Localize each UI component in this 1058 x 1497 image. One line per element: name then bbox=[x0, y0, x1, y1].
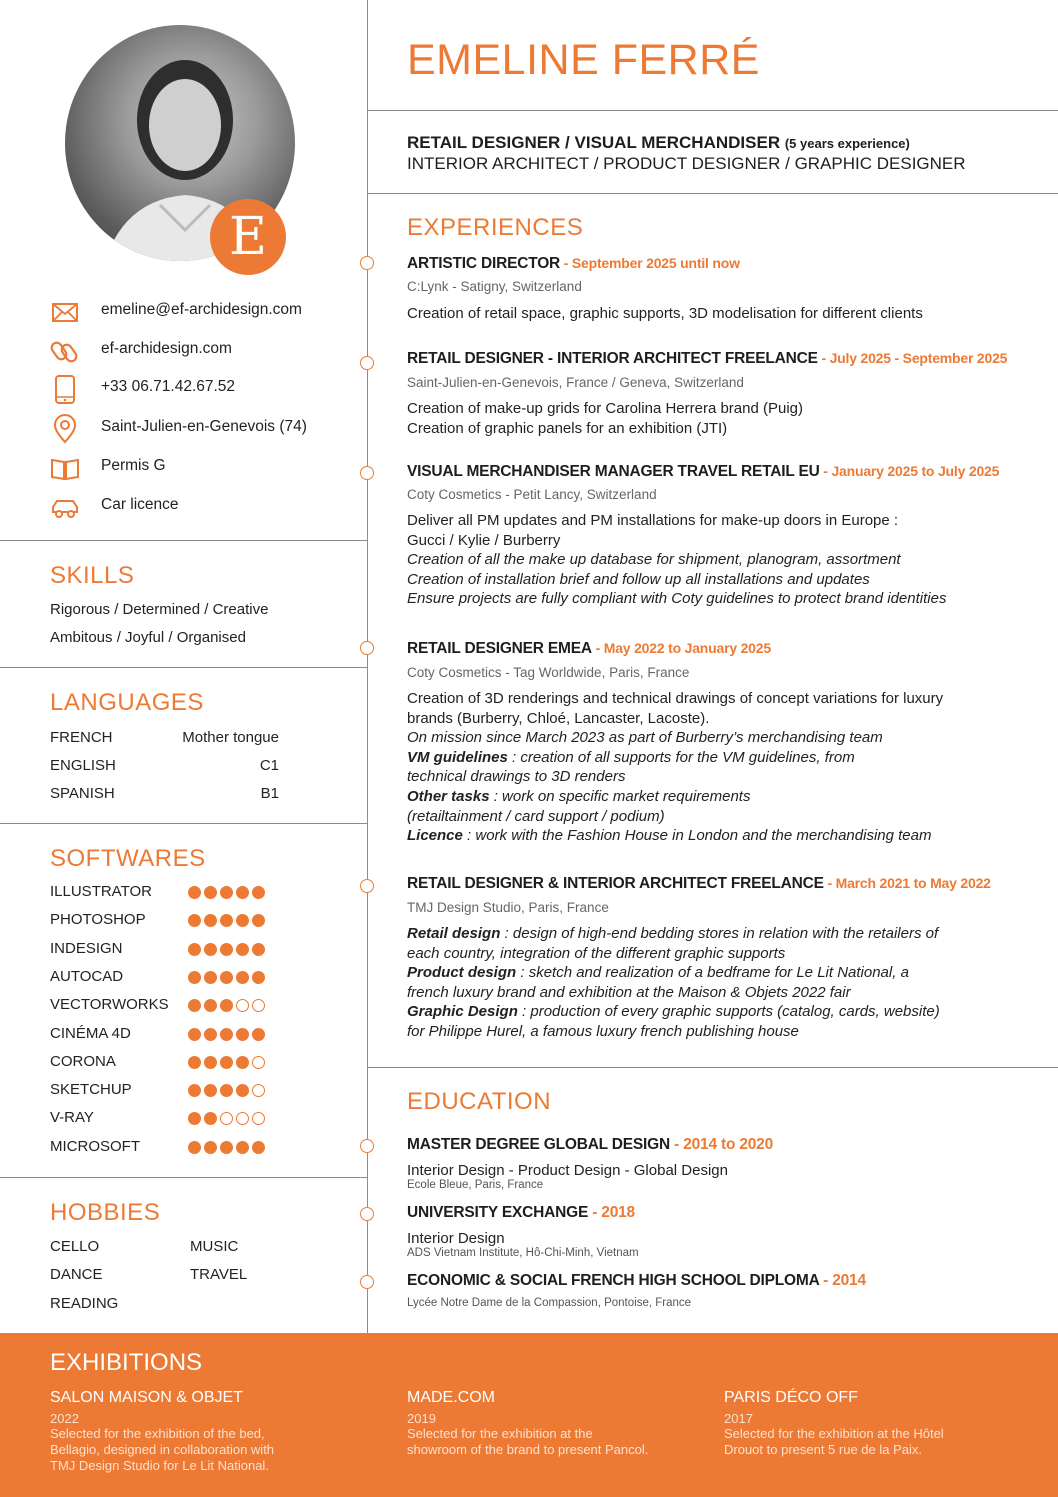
car-text: Car licence bbox=[101, 496, 179, 513]
hobbies-title: HOBBIES bbox=[50, 1199, 161, 1226]
rating-dot bbox=[252, 1056, 265, 1069]
rating-dot bbox=[188, 943, 201, 956]
rating-dot bbox=[236, 971, 249, 984]
job-title: RETAIL DESIGNER & INTERIOR ARCHITECT FREELANCE - March 2021 to May 2022 bbox=[407, 875, 991, 892]
school-name: Ecole Bleue, Paris, France bbox=[407, 1179, 544, 1191]
mail-icon bbox=[50, 297, 80, 327]
rating-dot bbox=[252, 971, 265, 984]
main-title: RETAIL DESIGNER / VISUAL MERCHANDISER (5 years experience) bbox=[407, 133, 910, 152]
rating-dot bbox=[220, 999, 233, 1012]
software-name: SKETCHUP bbox=[50, 1081, 132, 1099]
rating-dot bbox=[188, 886, 201, 899]
language-name: ENGLISH bbox=[50, 757, 116, 774]
job-location: Coty Cosmetics - Tag Worldwide, Paris, France bbox=[407, 665, 690, 680]
software-rating bbox=[188, 914, 265, 927]
rating-dot bbox=[220, 1112, 233, 1125]
exhibition-item: MADE.COM 2019 Selected for the exhibition at the showroom of the brand to present Pancol. bbox=[407, 1389, 649, 1457]
language-level: Mother tongue bbox=[182, 729, 279, 746]
rating-dot bbox=[220, 943, 233, 956]
language-name: FRENCH bbox=[50, 729, 113, 746]
software-rating bbox=[188, 1084, 265, 1097]
exhibition-item: PARIS DÉCO OFF 2017 Selected for the exhibition at the Hôtel Drouot to present 5 rue de la Paix. bbox=[724, 1389, 944, 1457]
software-rating bbox=[188, 1112, 265, 1125]
exhibition-item: SALON MAISON & OBJET 2022 Selected for the exhibition of the bed, Bellagio, designed in collaboration with TMJ Design Studio for Le Lit National. bbox=[50, 1389, 275, 1473]
job-location: Coty Cosmetics - Petit Lancy, Switzerland bbox=[407, 487, 657, 502]
language-level: C1 bbox=[259, 757, 279, 774]
skills-line: Ambitous / Joyful / Organised bbox=[50, 629, 246, 646]
software-rating bbox=[188, 943, 265, 956]
rating-dot bbox=[204, 999, 217, 1012]
address-text: Saint-Julien-en-Genevois (74) bbox=[101, 418, 307, 435]
hobby-item: READING bbox=[50, 1295, 119, 1312]
rating-dot bbox=[236, 1028, 249, 1041]
divider bbox=[0, 540, 367, 541]
link-icon bbox=[50, 336, 80, 366]
experiences-title: EXPERIENCES bbox=[407, 214, 584, 241]
rating-dot bbox=[188, 999, 201, 1012]
job-location: Saint-Julien-en-Genevois, France / Geneva, Switzerland bbox=[407, 375, 744, 390]
rating-dot bbox=[252, 886, 265, 899]
language-name: SPANISH bbox=[50, 785, 115, 802]
book-icon bbox=[50, 453, 80, 483]
email-text[interactable]: emeline@ef-archidesign.com bbox=[101, 301, 302, 318]
job-title: RETAIL DESIGNER EMEA - May 2022 to January 2025 bbox=[407, 640, 771, 657]
permis-text: Permis G bbox=[101, 457, 166, 474]
software-name: MICROSOFT bbox=[50, 1137, 140, 1155]
job-title: ARTISTIC DIRECTOR - September 2025 until now bbox=[407, 255, 740, 272]
sub-title: INTERIOR ARCHITECT / PRODUCT DESIGNER / GRAPHIC DESIGNER bbox=[407, 154, 966, 173]
rating-dot bbox=[188, 914, 201, 927]
divider bbox=[367, 1067, 1058, 1068]
rating-dot bbox=[204, 943, 217, 956]
software-name: CINÉMA 4D bbox=[50, 1024, 131, 1042]
rating-dot bbox=[236, 1084, 249, 1097]
rating-dot bbox=[236, 1112, 249, 1125]
rating-dot bbox=[188, 1112, 201, 1125]
software-name: VECTORWORKS bbox=[50, 996, 169, 1014]
degree-title: MASTER DEGREE GLOBAL DESIGN - 2014 to 2020 bbox=[407, 1136, 773, 1153]
timeline-marker bbox=[360, 1207, 374, 1221]
rating-dot bbox=[204, 1112, 217, 1125]
software-rating bbox=[188, 1056, 265, 1069]
rating-dot bbox=[236, 1056, 249, 1069]
website-text[interactable]: ef-archidesign.com bbox=[101, 340, 232, 357]
software-name: V-RAY bbox=[50, 1109, 94, 1127]
rating-dot bbox=[220, 1056, 233, 1069]
rating-dot bbox=[236, 999, 249, 1012]
education-title: EDUCATION bbox=[407, 1088, 552, 1115]
software-rating bbox=[188, 886, 265, 899]
software-rating bbox=[188, 971, 265, 984]
rating-dot bbox=[236, 914, 249, 927]
rating-dot bbox=[236, 1141, 249, 1154]
degree-field: Interior Design bbox=[407, 1230, 505, 1247]
skills-title: SKILLS bbox=[50, 562, 135, 589]
rating-dot bbox=[204, 971, 217, 984]
skills-line: Rigorous / Determined / Creative bbox=[50, 601, 269, 618]
location-icon bbox=[50, 414, 80, 444]
rating-dot bbox=[252, 1028, 265, 1041]
rating-dot bbox=[220, 1028, 233, 1041]
softwares-title: SOFTWARES bbox=[50, 845, 206, 872]
timeline-marker bbox=[360, 1139, 374, 1153]
divider bbox=[0, 667, 367, 668]
hobby-item: CELLO bbox=[50, 1238, 100, 1255]
rating-dot bbox=[204, 1056, 217, 1069]
job-title: VISUAL MERCHANDISER MANAGER TRAVEL RETAIL EU - January 2025 to July 2025 bbox=[407, 463, 1000, 480]
rating-dot bbox=[220, 914, 233, 927]
car-icon bbox=[50, 492, 80, 522]
rating-dot bbox=[220, 971, 233, 984]
divider bbox=[0, 823, 367, 824]
rating-dot bbox=[252, 914, 265, 927]
rating-dot bbox=[204, 886, 217, 899]
rating-dot bbox=[188, 1084, 201, 1097]
job-location: C:Lynk - Satigny, Switzerland bbox=[407, 279, 582, 294]
degree-field: Interior Design - Product Design - Global Design bbox=[407, 1162, 728, 1179]
divider bbox=[0, 1177, 367, 1178]
job-description: Retail design : design of high-end bedding stores in relation with the retailers of each country, integration of the different graphic supports Product design : sketch and realization of a bedframe for Le Lit National, a french luxury brand and exhibition at the Maison & Objets 2022 fair Graphic Design : production of every graphic supports (catalog, cards, website) for Philippe Hurel, a famous luxury french publishing house bbox=[407, 925, 940, 1040]
rating-dot bbox=[252, 943, 265, 956]
degree-title: ECONOMIC & SOCIAL FRENCH HIGH SCHOOL DIPLOMA - 2014 bbox=[407, 1272, 866, 1289]
hobby-item: TRAVEL bbox=[190, 1266, 248, 1283]
software-name: CORONA bbox=[50, 1052, 116, 1070]
rating-dot bbox=[220, 886, 233, 899]
exhibitions-footer bbox=[0, 1333, 1058, 1497]
hobby-item: MUSIC bbox=[190, 1238, 239, 1255]
person-name: EMELINE FERRÉ bbox=[407, 36, 760, 84]
timeline-marker bbox=[360, 879, 374, 893]
rating-dot bbox=[204, 1141, 217, 1154]
rating-dot bbox=[188, 1028, 201, 1041]
software-name: PHOTOSHOP bbox=[50, 911, 146, 929]
rating-dot bbox=[188, 1056, 201, 1069]
job-description: Creation of 3D renderings and technical drawings of concept variations for luxury brands (Burberry, Chloé, Lancaster, Lacoste). On mission since March 2023 as part of Burberry’s merchandising team VM guidelines : creation of all supports for the VM guidelines, from technical drawings to 3D renders Other tasks : work on specific market requirements (retailtainment / card support / podium) Licence : work with the Fashion House in London and the merchandising team bbox=[407, 690, 944, 845]
experience-years: (5 years experience) bbox=[784, 136, 910, 151]
languages-title: LANGUAGES bbox=[50, 689, 204, 716]
rating-dot bbox=[188, 1141, 201, 1154]
column-divider bbox=[367, 0, 368, 1333]
rating-dot bbox=[252, 1084, 265, 1097]
rating-dot bbox=[236, 943, 249, 956]
job-description: Deliver all PM updates and PM installations for make-up doors in Europe : Gucci / Kylie / Burberry Creation of all the make up database for shipment, planogram, assortment Creation of installation brief and follow up all installations and updates Ensure projects are fully compliant with Coty guidelines to protect brand identities bbox=[407, 512, 947, 608]
phone-icon bbox=[50, 374, 80, 404]
language-level: B1 bbox=[260, 785, 279, 802]
rating-dot bbox=[236, 886, 249, 899]
divider bbox=[367, 193, 1058, 194]
job-location: TMJ Design Studio, Paris, France bbox=[407, 900, 609, 915]
rating-dot bbox=[252, 1141, 265, 1154]
school-name: ADS Vietnam Institute, Hô-Chi-Minh, Vietnam bbox=[407, 1247, 639, 1259]
rating-dot bbox=[252, 1112, 265, 1125]
rating-dot bbox=[252, 999, 265, 1012]
software-rating bbox=[188, 1141, 265, 1154]
software-name: ILLUSTRATOR bbox=[50, 883, 152, 900]
exhibitions-title: EXHIBITIONS bbox=[50, 1349, 203, 1376]
software-rating bbox=[188, 999, 265, 1012]
degree-title: UNIVERSITY EXCHANGE - 2018 bbox=[407, 1204, 635, 1221]
rating-dot bbox=[220, 1141, 233, 1154]
job-description: Creation of make-up grids for Carolina Herrera brand (Puig) Creation of graphic panels for an exhibition (JTI) bbox=[407, 400, 804, 437]
school-name: Lycée Notre Dame de la Compassion, Pontoise, France bbox=[407, 1297, 692, 1309]
software-rating bbox=[188, 1028, 265, 1041]
monogram-logo: E bbox=[210, 199, 286, 275]
divider bbox=[367, 110, 1058, 111]
software-name: AUTOCAD bbox=[50, 967, 124, 985]
timeline-marker bbox=[360, 1275, 374, 1289]
software-name: INDESIGN bbox=[50, 939, 123, 957]
rating-dot bbox=[204, 1084, 217, 1097]
job-title: RETAIL DESIGNER - INTERIOR ARCHITECT FREELANCE - July 2025 - September 2025 bbox=[407, 350, 1008, 367]
rating-dot bbox=[188, 971, 201, 984]
phone-text[interactable]: +33 06.71.42.67.52 bbox=[101, 378, 236, 395]
rating-dot bbox=[204, 914, 217, 927]
timeline-marker bbox=[360, 256, 374, 270]
timeline-marker bbox=[360, 356, 374, 370]
timeline-marker bbox=[360, 466, 374, 480]
timeline-marker bbox=[360, 641, 374, 655]
hobby-item: DANCE bbox=[50, 1266, 103, 1283]
rating-dot bbox=[204, 1028, 217, 1041]
rating-dot bbox=[220, 1084, 233, 1097]
job-description: Creation of retail space, graphic supports, 3D modelisation for different clients bbox=[407, 305, 923, 322]
